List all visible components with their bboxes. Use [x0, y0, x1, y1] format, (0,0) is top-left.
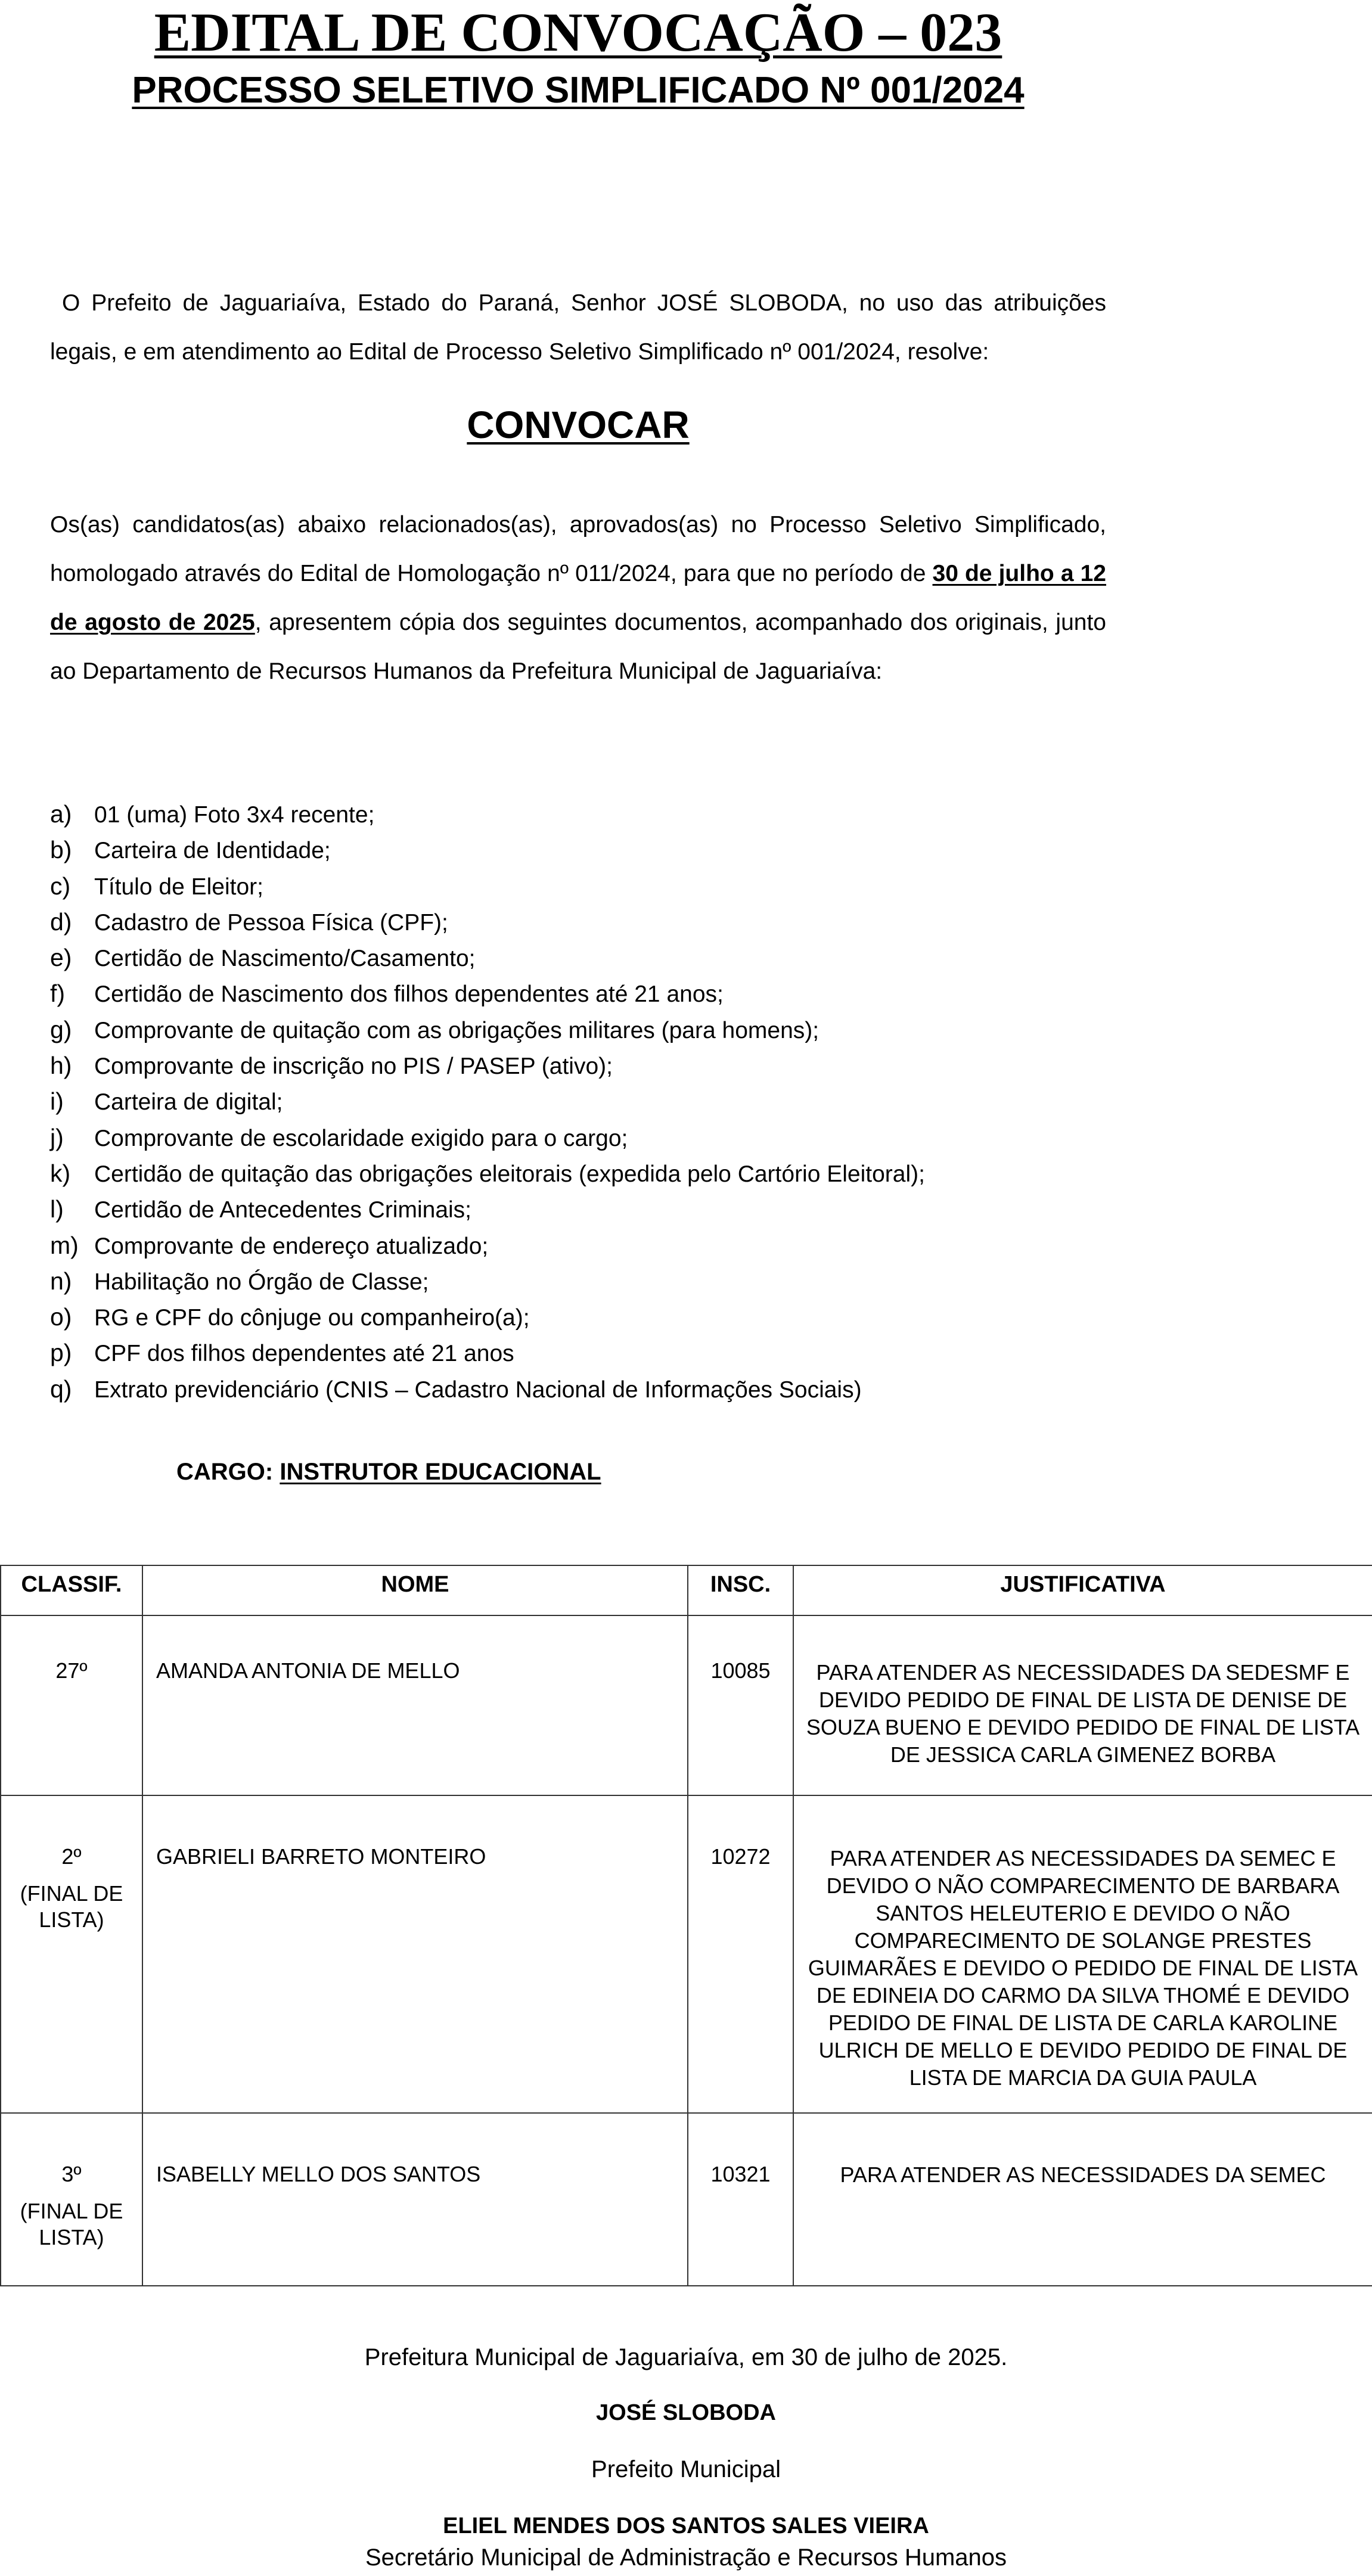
edital-subtitle: PROCESSO SELETIVO SIMPLIFICADO Nº 001/2024 — [132, 70, 1025, 111]
item-letter: c) — [50, 872, 71, 900]
table-row — [1, 1795, 1372, 2113]
cell-justificativa: PARA ATENDER AS NECESSIDADES DA SEMEC — [793, 2113, 1372, 2286]
body-text-after: , apresentem cópia dos seguintes documentos, acompanhado dos originais, junto ao Departamento de Recursos Humanos da Prefeitura Municipal de Jaguariaíva: — [50, 610, 1106, 684]
table-header-row — [1, 1565, 1372, 1615]
classif-value: 3º — [61, 2162, 82, 2186]
item-letter: n) — [50, 1267, 72, 1295]
body-paragraph — [50, 501, 1106, 696]
item-letter: q) — [50, 1375, 72, 1403]
list-item — [50, 1299, 1182, 1335]
item-letter: p) — [50, 1339, 72, 1367]
list-item — [50, 796, 1182, 832]
classif-value: 27º — [55, 1658, 88, 1683]
list-item — [50, 1083, 1182, 1119]
cell-classif — [1, 2113, 142, 2286]
header-justificativa: JUSTIFICATIVA — [793, 1565, 1372, 1615]
item-text: Certidão de Nascimento/Casamento; — [94, 946, 476, 972]
list-item — [50, 1191, 1182, 1227]
item-letter: k) — [50, 1159, 71, 1187]
item-text: CPF dos filhos dependentes até 21 anos — [94, 1341, 514, 1367]
item-text: Carteira de Identidade; — [94, 838, 331, 864]
classif-note: (FINAL DE LISTA) — [20, 2199, 123, 2249]
list-item — [50, 1371, 1182, 1407]
list-item — [50, 1048, 1182, 1083]
table-row — [1, 1615, 1372, 1795]
cell-nome: AMANDA ANTONIA DE MELLO — [142, 1615, 688, 1795]
item-text: Habilitação no Órgão de Classe; — [94, 1269, 429, 1295]
cargo-label: CARGO: — [176, 1459, 274, 1485]
item-letter: a) — [50, 800, 72, 828]
item-text: Comprovante de quitação com as obrigações militares (para homens); — [94, 1017, 820, 1043]
secretary-role: Secretário Municipal de Administração e Recursos Humanos — [365, 2544, 1007, 2571]
item-letter: f) — [50, 980, 66, 1008]
convocation-period: 30 de julho a 12 de agosto de 2025 — [50, 561, 1106, 635]
list-item — [50, 1228, 1182, 1263]
list-item — [50, 975, 1182, 1011]
item-letter: i) — [50, 1087, 64, 1115]
list-item — [50, 1155, 1182, 1191]
header-nome: NOME — [142, 1565, 688, 1615]
cell-nome: GABRIELI BARRETO MONTEIRO — [142, 1795, 688, 2113]
item-text: Carteira de digital; — [94, 1089, 283, 1115]
cell-insc: 10321 — [688, 2113, 793, 2286]
item-text: Comprovante de escolaridade exigido para o cargo; — [94, 1125, 628, 1151]
item-text: Comprovante de inscrição no PIS / PASEP (ativo); — [94, 1054, 613, 1080]
header-classif: CLASSIF. — [1, 1565, 142, 1615]
item-text: Comprovante de endereço atualizado; — [94, 1233, 489, 1259]
item-letter: o) — [50, 1303, 72, 1331]
signer-role: Prefeito Municipal — [591, 2456, 781, 2482]
cell-classif — [1, 1615, 142, 1795]
item-letter: l) — [50, 1195, 64, 1223]
cargo-line — [176, 1459, 601, 1486]
list-item — [50, 904, 1182, 940]
item-text: 01 (uma) Foto 3x4 recente; — [94, 802, 375, 828]
classif-note: (FINAL DE LISTA) — [20, 1881, 123, 1932]
intro-paragraph — [50, 279, 1106, 377]
item-text: Certidão de Antecedentes Criminais; — [94, 1197, 472, 1223]
item-text: Título de Eleitor; — [94, 874, 263, 900]
candidates-table — [0, 1565, 1372, 2286]
list-item — [50, 1335, 1182, 1371]
item-letter: h) — [50, 1052, 72, 1080]
documents-list — [50, 796, 1182, 1407]
item-letter: j) — [50, 1123, 64, 1151]
list-item — [50, 832, 1182, 868]
cargo-value: INSTRUTOR EDUCACIONAL — [280, 1459, 601, 1485]
item-letter: e) — [50, 944, 72, 972]
convocar-heading: CONVOCAR — [467, 403, 690, 446]
list-item — [50, 940, 1182, 975]
list-item — [50, 1263, 1182, 1299]
item-letter: d) — [50, 908, 72, 936]
item-text: Cadastro de Pessoa Física (CPF); — [94, 909, 448, 936]
list-item — [50, 1012, 1182, 1048]
body-text-before: Os(as) candidatos(as) abaixo relacionados(as), aprovados(as) no Processo Seletivo Simplificado, homologado através do Edital de Homologação nº 011/2024, para que no período de — [50, 512, 1106, 586]
intro-text: O Prefeito de Jaguariaíva, Estado do Paraná, Senhor JOSÉ SLOBODA, no uso das atribuições legais, e em atendimento ao Edital de Processo Seletivo Simplificado nº 001/2024, resolve: — [50, 290, 1106, 365]
item-text: Extrato previdenciário (CNIS – Cadastro Nacional de Informações Sociais) — [94, 1376, 862, 1403]
list-item — [50, 1120, 1182, 1155]
cell-justificativa: PARA ATENDER AS NECESSIDADES DA SEMEC E DEVIDO O NÃO COMPARECIMENTO DE BARBARA SANTOS HELEUTERIO E DEVIDO O NÃO COMPARECIMENTO DE SOLANGE PRESTES GUIMARÃES E DEVIDO O PEDIDO DE FINAL DE LISTA DE EDINEIA DO CARMO DA SILVA THOMÉ E DEVIDO PEDIDO DE FINAL DE LISTA DE CARLA KAROLINE ULRICH DE MELLO E DEVIDO PEDIDO DE FINAL DE LISTA DE MARCIA DA GUIA PAULA — [793, 1795, 1372, 2113]
list-item — [50, 868, 1182, 904]
item-letter: b) — [50, 836, 72, 864]
item-letter: g) — [50, 1015, 72, 1043]
table-row — [1, 2113, 1372, 2286]
secretary-name: ELIEL MENDES DOS SANTOS SALES VIEIRA — [443, 2513, 929, 2538]
place-date: Prefeitura Municipal de Jaguariaíva, em 30 de julho de 2025. — [364, 2344, 1008, 2370]
cell-insc: 10085 — [688, 1615, 793, 1795]
classif-value: 2º — [61, 1844, 82, 1869]
item-text: Certidão de quitação das obrigações eleitorais (expedida pelo Cartório Eleitoral); — [94, 1161, 925, 1187]
cell-insc: 10272 — [688, 1795, 793, 2113]
item-letter: m) — [50, 1231, 79, 1259]
header-insc: INSC. — [688, 1565, 793, 1615]
item-text: RG e CPF do cônjuge ou companheiro(a); — [94, 1305, 530, 1331]
edital-title: EDITAL DE CONVOCAÇÃO – 023 — [154, 2, 1002, 63]
cell-classif — [1, 1795, 142, 2113]
signer-name: JOSÉ SLOBODA — [596, 2400, 776, 2425]
cell-justificativa: PARA ATENDER AS NECESSIDADES DA SEDESMF E DEVIDO PEDIDO DE FINAL DE LISTA DE DENISE DE SOUZA BUENO E DEVIDO PEDIDO DE FINAL DE LISTA DE JESSICA CARLA GIMENEZ BORBA — [793, 1615, 1372, 1795]
item-text: Certidão de Nascimento dos filhos dependentes até 21 anos; — [94, 981, 724, 1008]
cell-nome: ISABELLY MELLO DOS SANTOS — [142, 2113, 688, 2286]
